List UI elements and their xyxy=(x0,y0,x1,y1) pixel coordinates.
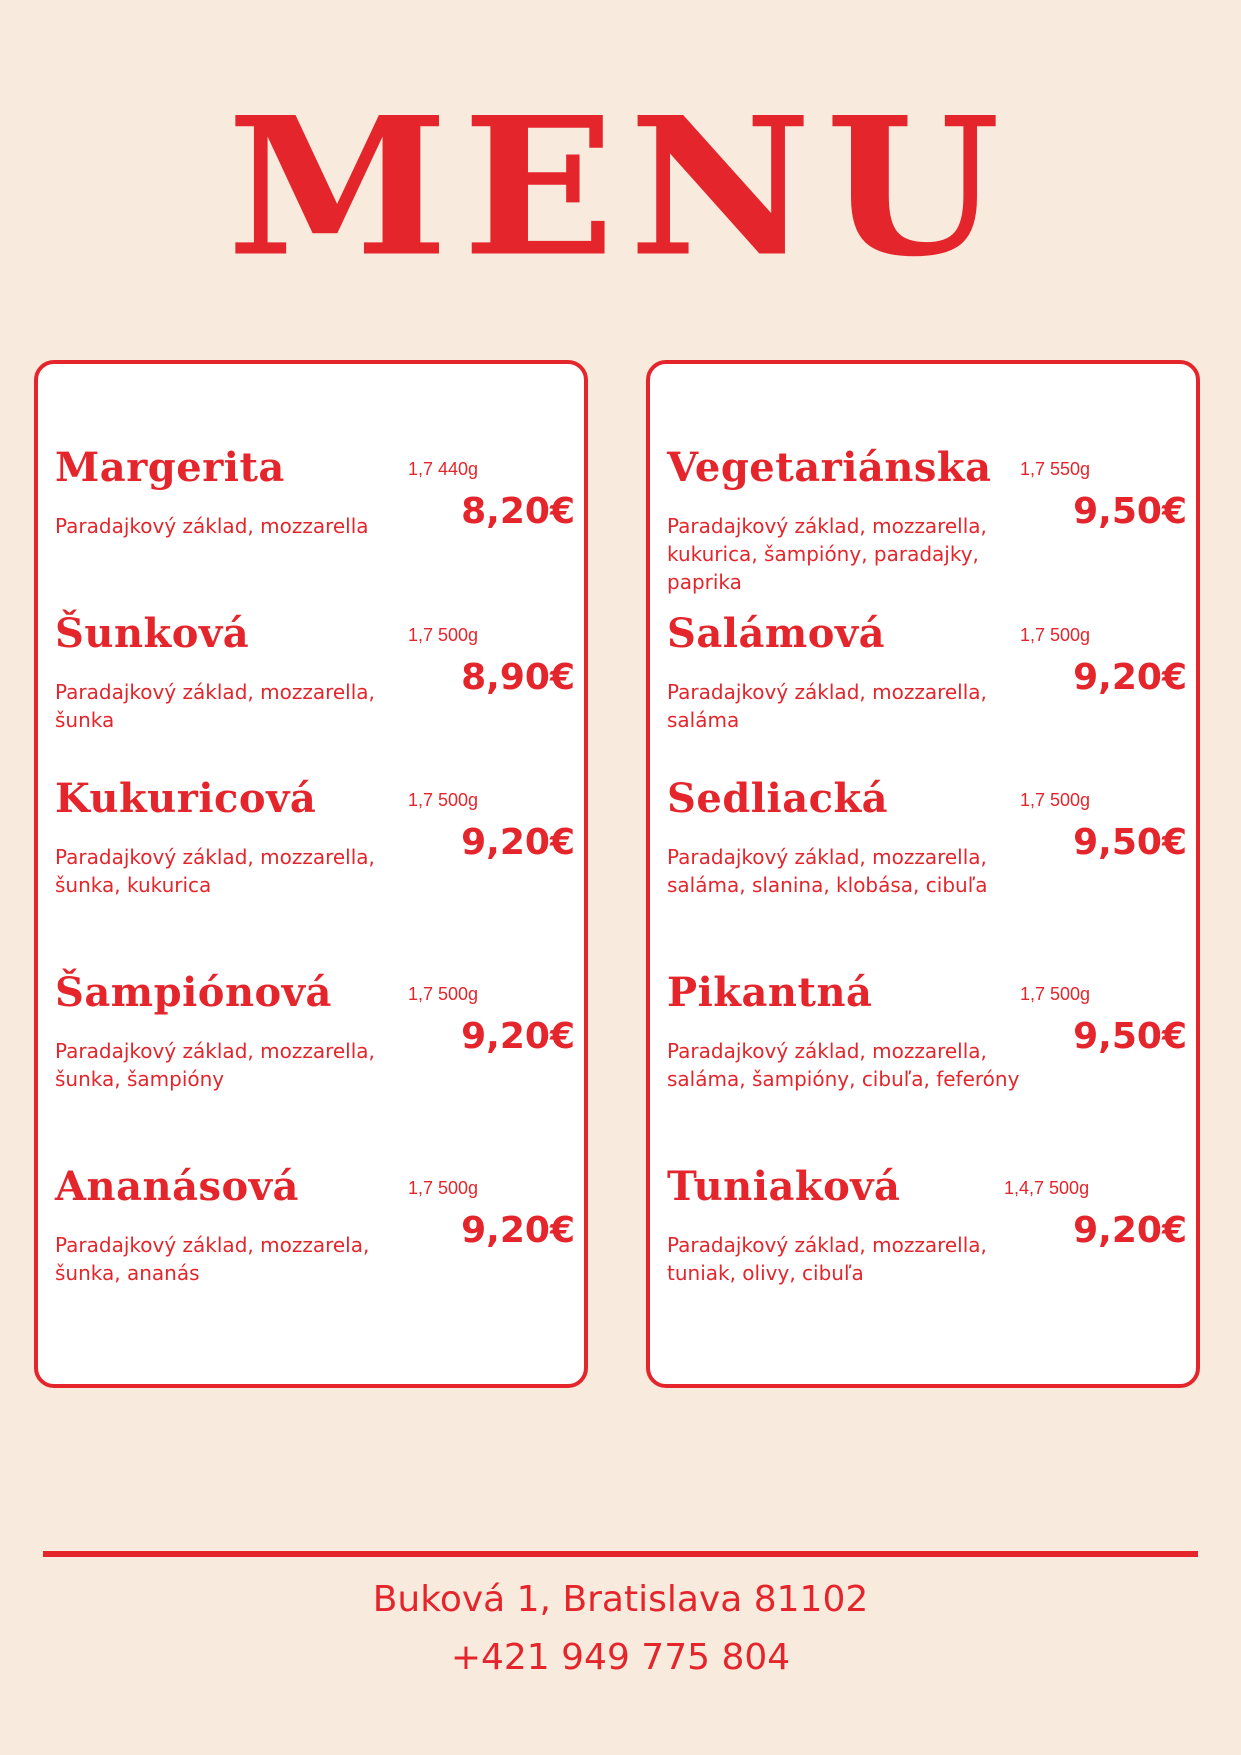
item-description: Paradajkový základ, mozzarella, šunka, šampióny xyxy=(55,1039,375,1091)
item-name: Tuniaková xyxy=(667,1163,901,1210)
item-allergens-weight: 1,4,7 500g xyxy=(1004,1178,1090,1198)
footer-phone: +421 949 775 804 xyxy=(450,1637,791,1678)
menu-item xyxy=(55,444,575,594)
item-name: Šunková xyxy=(55,610,250,657)
item-name: Margerita xyxy=(55,444,285,491)
item-price: 9,50€ xyxy=(1073,1016,1187,1057)
item-price: 9,20€ xyxy=(461,822,575,863)
menu-item xyxy=(667,969,1187,1119)
item-description: Paradajkový základ, mozzarela, šunka, ananás xyxy=(55,1233,370,1285)
footer-address: Buková 1, Bratislava 81102 xyxy=(372,1579,869,1620)
item-name: Vegetariánska xyxy=(667,444,992,491)
item-allergens-weight: 1,7 500g xyxy=(1020,625,1091,645)
item-price: 9,50€ xyxy=(1073,822,1187,863)
item-description: Paradajkový základ, mozzarella xyxy=(55,514,369,538)
item-name: Salámová xyxy=(667,610,886,657)
item-name: Pikantná xyxy=(667,969,873,1016)
item-description: Paradajkový základ, mozzarella, šunka, kukurica xyxy=(55,845,375,897)
item-allergens-weight: 1,7 550g xyxy=(1020,459,1091,479)
menu-item xyxy=(667,775,1187,925)
item-description: Paradajkový základ, mozzarella, saláma, slanina, klobása, cibuľa xyxy=(667,845,988,897)
item-name: Ananásová xyxy=(55,1163,299,1210)
item-description: Paradajkový základ, mozzarella, saláma xyxy=(667,680,987,732)
item-price: 9,20€ xyxy=(1073,1210,1187,1251)
item-price: 9,20€ xyxy=(461,1210,575,1251)
item-name: Kukuricová xyxy=(55,775,317,822)
menu-panel-right xyxy=(646,360,1200,1388)
menu-item xyxy=(667,610,1187,760)
item-price: 9,20€ xyxy=(1073,657,1187,698)
item-price: 8,20€ xyxy=(461,491,575,532)
item-description: Paradajkový základ, mozzarella, kukurica, šampióny, paradajky, paprika xyxy=(667,514,987,594)
item-allergens-weight: 1,7 440g xyxy=(408,459,479,479)
footer-divider xyxy=(43,1551,1198,1557)
item-description: Paradajkový základ, mozzarella, tuniak, olivy, cibuľa xyxy=(667,1233,987,1285)
menu-item xyxy=(667,444,1187,594)
item-allergens-weight: 1,7 500g xyxy=(408,625,479,645)
item-allergens-weight: 1,7 500g xyxy=(1020,984,1091,1004)
menu-item xyxy=(55,610,575,760)
menu-item xyxy=(55,775,575,925)
item-description: Paradajkový základ, mozzarella, saláma, šampióny, cibuľa, feferóny xyxy=(667,1039,1020,1091)
item-description: Paradajkový základ, mozzarella, šunka xyxy=(55,680,375,732)
item-price: 9,20€ xyxy=(461,1016,575,1057)
item-allergens-weight: 1,7 500g xyxy=(1020,790,1091,810)
menu-item xyxy=(55,969,575,1119)
item-price: 9,50€ xyxy=(1073,491,1187,532)
menu-item xyxy=(55,1163,575,1313)
menu-title: MENU xyxy=(226,75,1015,300)
item-price: 8,90€ xyxy=(461,657,575,698)
item-name: Sedliacká xyxy=(667,775,889,822)
menu-panel-left xyxy=(34,360,588,1388)
item-allergens-weight: 1,7 500g xyxy=(408,1178,479,1198)
item-name: Šampiónová xyxy=(55,969,332,1016)
item-allergens-weight: 1,7 500g xyxy=(408,790,479,810)
menu-item xyxy=(667,1163,1187,1313)
item-allergens-weight: 1,7 500g xyxy=(408,984,479,1004)
